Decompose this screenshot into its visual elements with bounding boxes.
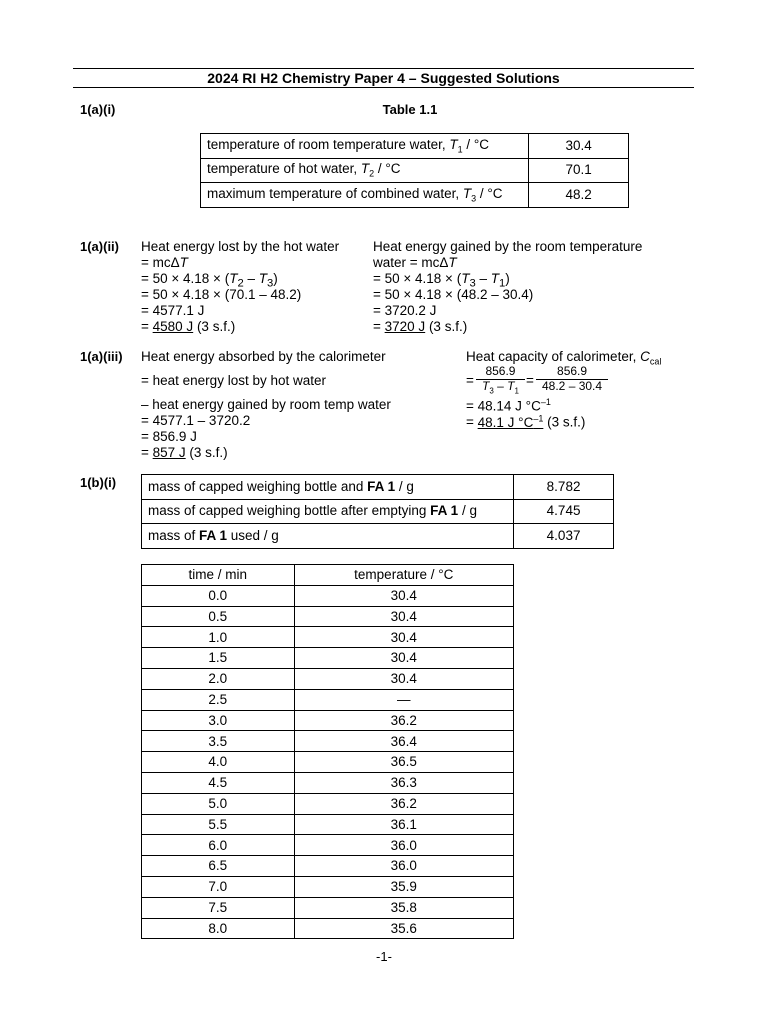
heat-lost-line-2: = mcΔT <box>141 255 188 270</box>
time-cell: 7.5 <box>142 897 295 918</box>
table-row <box>142 524 614 549</box>
mass-label: mass of capped weighing bottle after emptying FA 1 / g <box>142 499 514 524</box>
table-row <box>142 648 514 669</box>
table-row <box>142 835 514 856</box>
time-cell: 0.5 <box>142 606 295 627</box>
calorimeter-line-4: = 4577.1 – 3720.2 <box>141 413 251 428</box>
mass-value: 4.745 <box>514 499 614 524</box>
time-cell: 2.0 <box>142 668 295 689</box>
question-label-1aiii: 1(a)(iii) <box>80 349 123 364</box>
mass-label: mass of FA 1 used / g <box>142 524 514 549</box>
question-label-1ai: 1(a)(i) <box>80 102 116 117</box>
question-label-1bi: 1(b)(i) <box>80 475 117 490</box>
calorimeter-line-3: – heat energy gained by room temp water <box>141 397 391 412</box>
question-label-1aii: 1(a)(ii) <box>80 239 119 254</box>
time-cell: 8.0 <box>142 918 295 939</box>
mass-value: 4.037 <box>514 524 614 549</box>
page-number: -1- <box>376 949 392 964</box>
table-row <box>142 731 514 752</box>
heat-lost-line-1: Heat energy lost by the hot water <box>141 239 340 254</box>
temperature-cell: 35.8 <box>294 897 513 918</box>
calorimeter-heat-working <box>141 349 391 461</box>
heat-gained-line-2: water = mcΔT <box>373 255 457 270</box>
table-row <box>142 918 514 939</box>
time-cell: 6.0 <box>142 835 295 856</box>
table-row <box>142 814 514 835</box>
fraction-numeric: $\frac{856.9}{48.2 - 30.4}$ <box>536 365 608 394</box>
temperature-column-header: temperature / °C <box>294 565 513 586</box>
time-column-header: time / min <box>142 565 295 586</box>
temperature-cell: 36.4 <box>294 731 513 752</box>
temperature-cell: 36.0 <box>294 835 513 856</box>
time-cell: 0.0 <box>142 585 295 606</box>
heat-capacity-line-1: Heat capacity of calorimeter, $C_{cal}$ <box>466 349 662 367</box>
table-row <box>142 499 614 524</box>
heat-capacity-fraction-line: = $\frac{856.9}{T_3 - T_1}$ = $\frac{856.9}{48.2 - 30.4}$ <box>466 365 661 397</box>
temperature-cell: 35.6 <box>294 918 513 939</box>
temperature-cell: 30.4 <box>294 585 513 606</box>
temperature-cell: 30.4 <box>294 648 513 669</box>
table-row <box>142 856 514 877</box>
fraction-symbolic: $\frac{856.9}{T_3 - T_1}$ <box>476 365 525 395</box>
header-bottom-rule <box>73 87 694 88</box>
time-cell: 4.0 <box>142 752 295 773</box>
temperature-cell: 36.0 <box>294 856 513 877</box>
table-row <box>142 668 514 689</box>
time-cell: 1.5 <box>142 648 295 669</box>
calorimeter-line-1: Heat energy absorbed by the calorimeter <box>141 349 386 364</box>
heat-gained-line-1: Heat energy gained by the room temperature <box>373 239 643 254</box>
table-title: Table 1.1 <box>382 102 438 117</box>
heat-lost-working <box>141 239 339 335</box>
calorimeter-line-2: = heat energy lost by hot water <box>141 373 326 388</box>
time-cell: 3.5 <box>142 731 295 752</box>
temperature-cell: 36.2 <box>294 793 513 814</box>
heat-capacity-working <box>466 349 661 429</box>
time-cell: 1.0 <box>142 627 295 648</box>
temperature-table <box>200 133 629 208</box>
calorimeter-line-5: = 856.9 J <box>141 429 197 444</box>
temperature-cell: 36.5 <box>294 752 513 773</box>
time-cell: 5.5 <box>142 814 295 835</box>
temperature-cell: — <box>294 689 513 710</box>
heat-capacity-answer: = 48.1 J $^\circ C^{-1}$ (3 s.f.) <box>466 413 586 430</box>
temperature-cell: 36.3 <box>294 772 513 793</box>
table-row <box>142 793 514 814</box>
measurement-label: maximum temperature of combined water, $T_3 / ^\circ C$ <box>201 183 529 208</box>
table-row <box>142 585 514 606</box>
heat-lost-line-5: = 4577.1 J <box>141 303 205 318</box>
measurement-value: 48.2 <box>529 183 629 208</box>
table-row <box>201 158 629 183</box>
time-cell: 6.5 <box>142 856 295 877</box>
heat-lost-line-4: = 50 × 4.18 × (70.1 – 48.2) <box>141 287 302 302</box>
table-row <box>201 134 629 159</box>
table-row <box>142 710 514 731</box>
heat-gained-line-5: = 3720.2 J <box>373 303 437 318</box>
time-cell: 3.0 <box>142 710 295 731</box>
table-row <box>142 752 514 773</box>
temperature-cell: 30.4 <box>294 606 513 627</box>
heat-gained-line-3: = $50 \times 4.18 \times (T_3 - T_1)$ <box>373 271 510 290</box>
mass-table <box>141 474 614 549</box>
header-top-rule <box>73 68 694 69</box>
time-cell: 7.0 <box>142 876 295 897</box>
time-cell: 5.0 <box>142 793 295 814</box>
temperature-cell: 35.9 <box>294 876 513 897</box>
heat-gained-line-4: = 50 × 4.18 × (48.2 – 30.4) <box>373 287 534 302</box>
table-row <box>142 772 514 793</box>
table-row <box>142 475 614 500</box>
table-row <box>201 183 629 208</box>
temperature-cell: 30.4 <box>294 668 513 689</box>
heat-lost-line-3: = $50 \times 4.18 \times (T_2 - T_3)$ <box>141 271 278 290</box>
measurement-value: 30.4 <box>529 134 629 159</box>
temperature-cell: 36.1 <box>294 814 513 835</box>
time-temperature-table <box>141 564 514 939</box>
heat-capacity-line-3: = 48.14 J $^\circ C^{-1}$ <box>466 397 551 414</box>
table-row <box>142 876 514 897</box>
mass-value: 8.782 <box>514 475 614 500</box>
table-row <box>142 897 514 918</box>
calorimeter-answer: = 857 J (3 s.f.) <box>141 445 228 460</box>
mass-label: mass of capped weighing bottle and FA 1 / g <box>142 475 514 500</box>
measurement-label: temperature of hot water, $T_2 / ^\circ C$ <box>201 158 529 183</box>
page-title: 2024 RI H2 Chemistry Paper 4 – Suggested Solutions <box>207 70 560 86</box>
table-row <box>142 689 514 710</box>
table-row <box>142 627 514 648</box>
measurement-label: temperature of room temperature water, $T_1 / ^\circ C$ <box>201 134 529 159</box>
table-row <box>142 606 514 627</box>
time-cell: 4.5 <box>142 772 295 793</box>
time-cell: 2.5 <box>142 689 295 710</box>
heat-gained-working <box>373 239 642 335</box>
heat-gained-answer: = 3720 J (3 s.f.) <box>373 319 468 334</box>
temperature-cell: 30.4 <box>294 627 513 648</box>
measurement-value: 70.1 <box>529 158 629 183</box>
heat-lost-answer: = 4580 J (3 s.f.) <box>141 319 236 334</box>
temperature-cell: 36.2 <box>294 710 513 731</box>
